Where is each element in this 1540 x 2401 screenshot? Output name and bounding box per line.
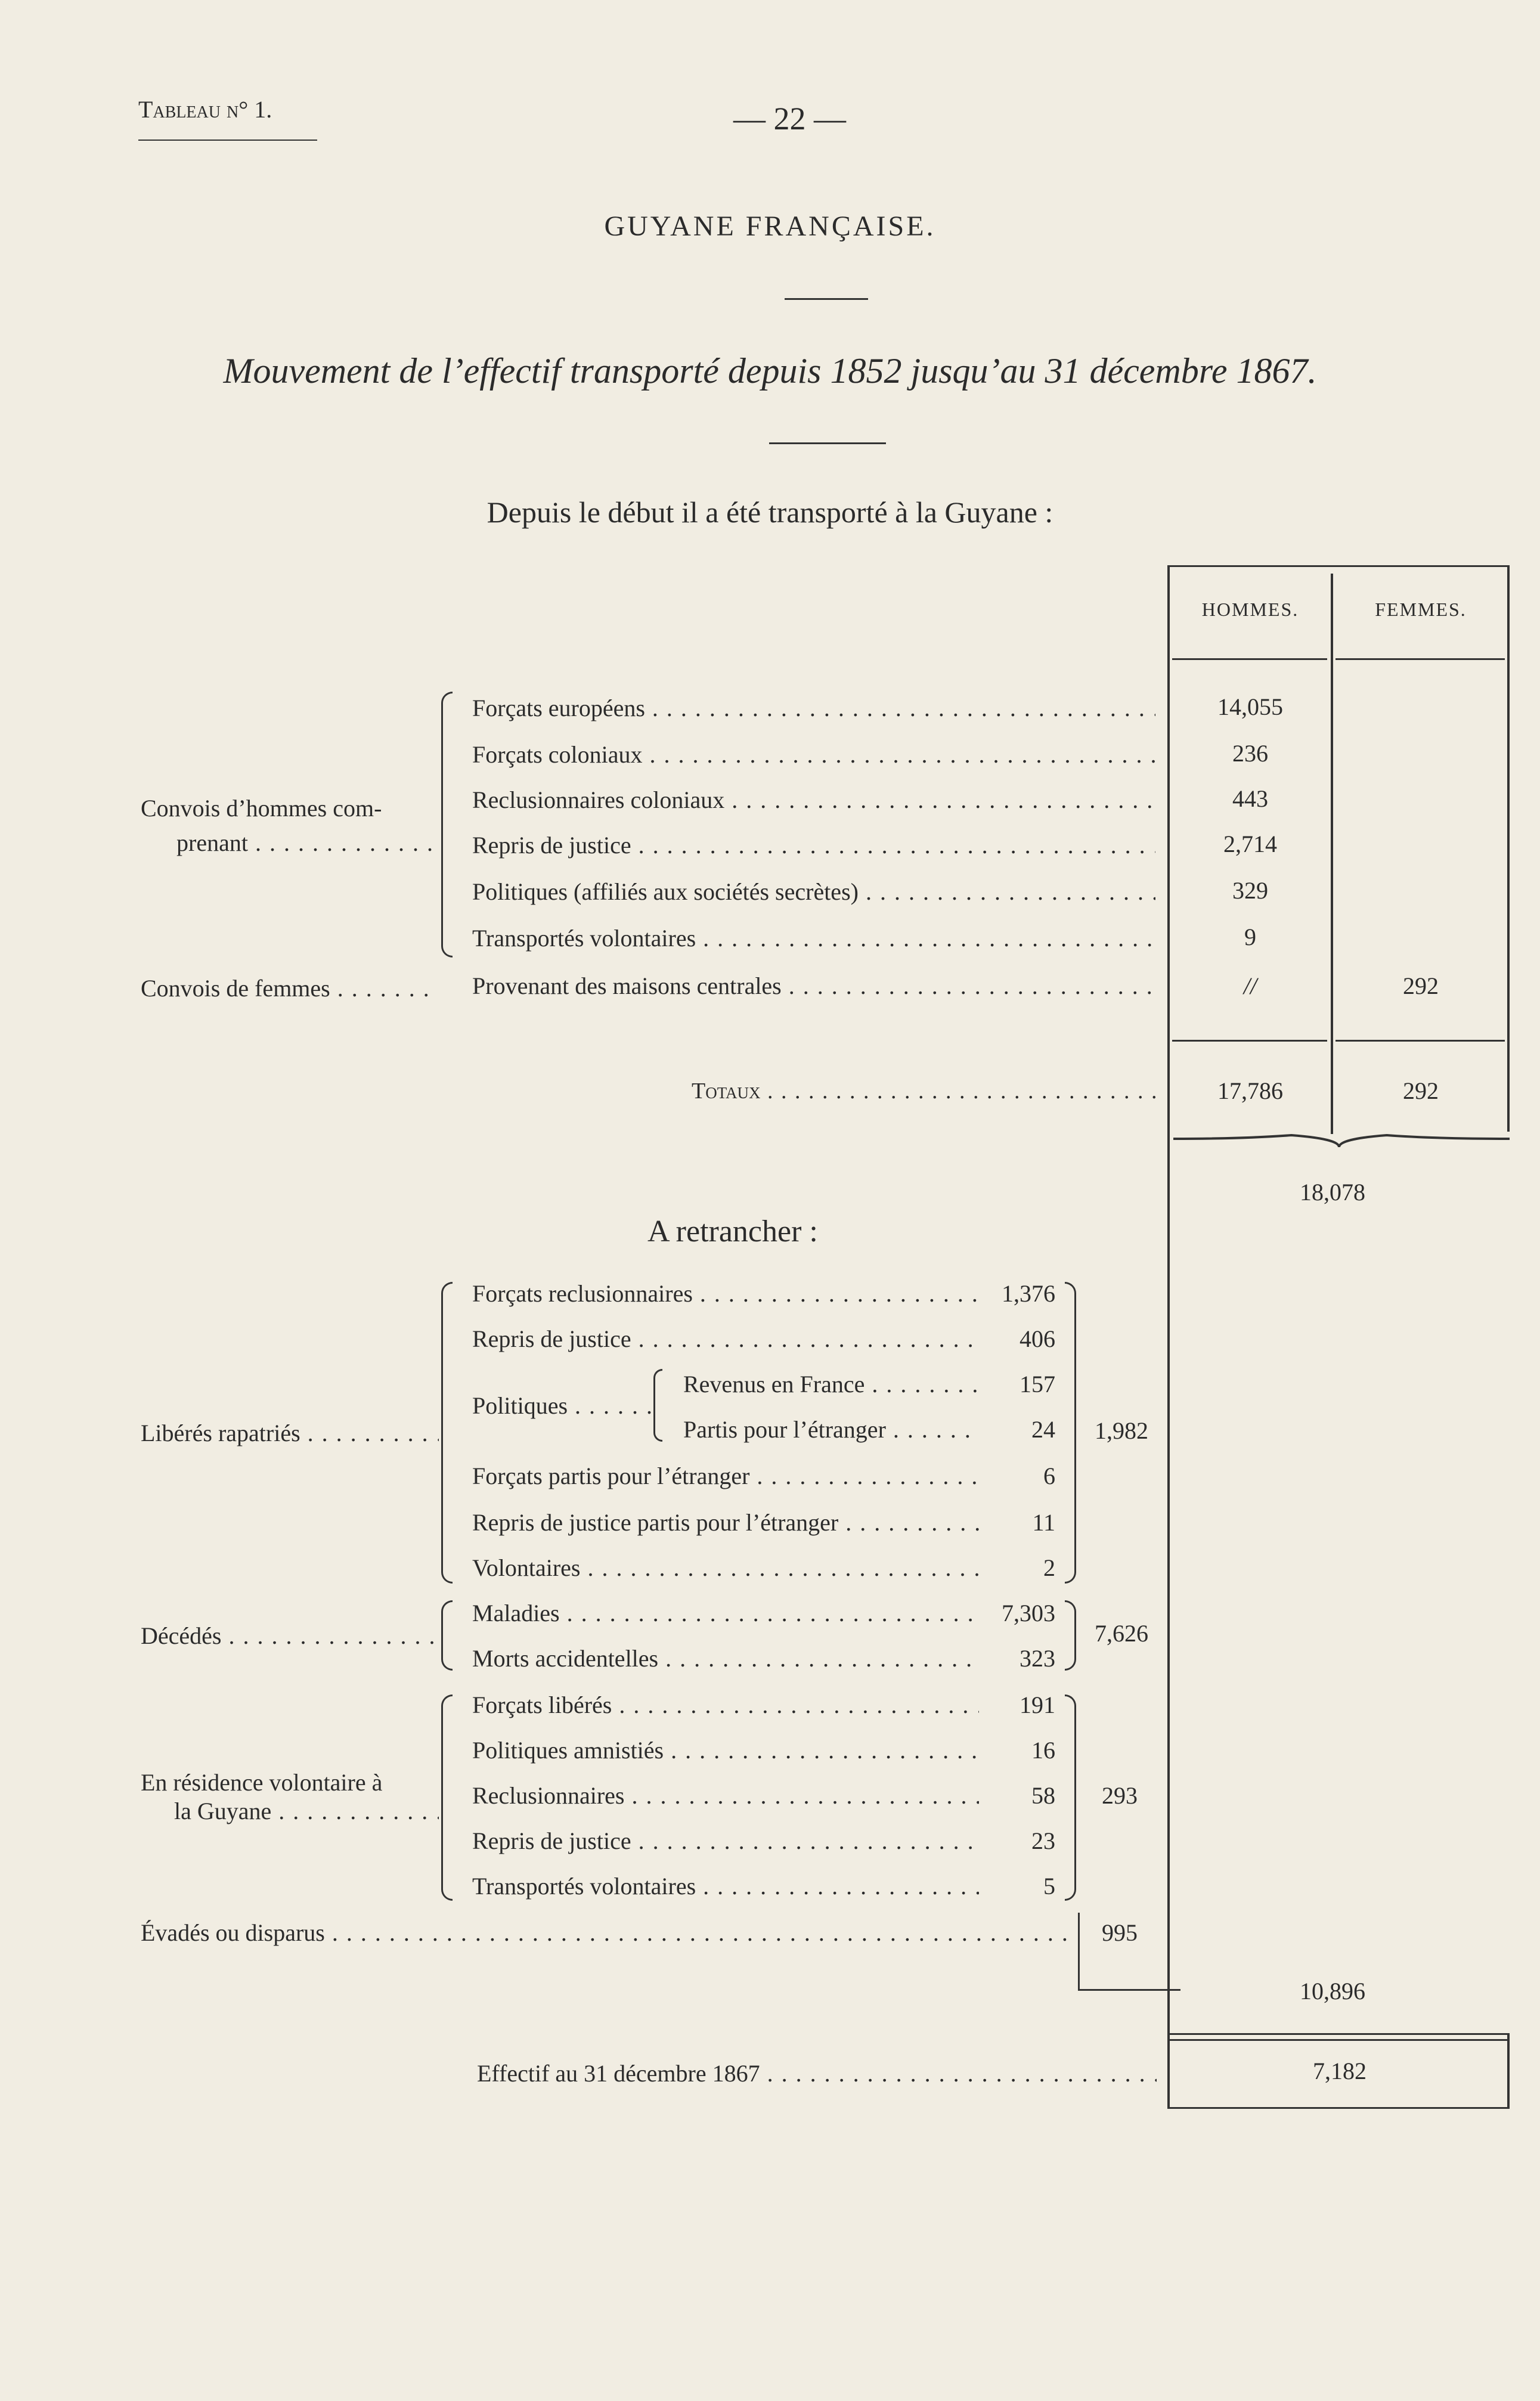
totaux-femmes: 292	[1403, 1077, 1439, 1104]
effectif-right-border	[1507, 2033, 1510, 2108]
evades-value: 995	[1102, 1919, 1138, 1946]
row-value-hommes: 9	[1244, 924, 1256, 950]
totaux-rule-femmes	[1336, 1040, 1505, 1042]
residence-row-value: 191	[1020, 1691, 1055, 1718]
liberes-row-value: 157	[1020, 1371, 1055, 1398]
residence-row-value: 5	[1043, 1873, 1055, 1900]
liberes-row-value: 6	[1043, 1463, 1055, 1489]
liberes-subtotal: 1,982	[1095, 1417, 1148, 1444]
residence-left-brace	[441, 1694, 453, 1901]
header-rule-hommes	[1172, 658, 1327, 660]
row-value-femmes: 292	[1403, 972, 1439, 999]
effectif-label: Effectif au 31 décembre 1867 . . .	[477, 2059, 1157, 2087]
effectif-bottom-rule	[1167, 2107, 1510, 2109]
column-divider	[1331, 574, 1333, 1134]
liberes-row-label: Forçats partis pour l’étranger . . .	[472, 1462, 979, 1490]
row-value-hommes: 443	[1232, 785, 1268, 812]
liberes-row-value: 24	[1031, 1416, 1055, 1443]
column-header-femmes: FEMMES.	[1375, 599, 1467, 620]
decedes-subtotal: 7,626	[1095, 1620, 1148, 1647]
liberes-row-label: Repris de justice . . .	[472, 1325, 979, 1353]
table-right-border	[1507, 565, 1510, 1132]
residence-row-value: 58	[1031, 1782, 1055, 1809]
row-value-hommes: 14,055	[1217, 693, 1283, 720]
effectif-top-rule	[1167, 2033, 1510, 2035]
residence-label: En résidence volontaire à	[141, 1769, 383, 1796]
row-label: Provenant des maisons centrales . . .	[472, 972, 1155, 1000]
residence-row-label: Politiques amnistiés . . .	[472, 1736, 979, 1764]
title-rule	[785, 298, 868, 300]
convois-hommes-label-2: prenant . . .	[176, 829, 436, 857]
convois-hommes-label: Convois d’hommes com-	[141, 795, 382, 822]
liberes-row-label: Volontaires . . .	[472, 1554, 979, 1582]
residence-row-label: Repris de justice . . .	[472, 1827, 979, 1855]
subtotals-rule	[1078, 1989, 1180, 1991]
convois-hommes-brace	[441, 692, 453, 958]
effectif-value: 7,182	[1313, 2058, 1367, 2084]
liberes-row-value: 406	[1020, 1325, 1055, 1352]
table-top-border	[1167, 565, 1510, 567]
liberes-row-label: Repris de justice partis pour l’étranger . . .	[472, 1508, 979, 1536]
decedes-left-brace	[441, 1600, 453, 1671]
column-header-hommes: HOMMES.	[1201, 599, 1299, 620]
table-left-border	[1167, 565, 1170, 2108]
decedes-row-label: Morts accidentelles . . .	[472, 1644, 979, 1672]
politiques-label: Politiques . . .	[472, 1392, 651, 1420]
totaux-label: Totaux . . .	[692, 1078, 1155, 1104]
effectif-top-rule-2	[1167, 2039, 1510, 2041]
row-label: Forçats coloniaux . . .	[472, 741, 1155, 769]
decedes-label: Décédés . . .	[141, 1622, 439, 1650]
intro-text: Depuis le début il a été transporté à la Guyane :	[487, 495, 1053, 529]
residence-row-value: 23	[1031, 1827, 1055, 1854]
retrancher-total: 10,896	[1300, 1978, 1365, 2005]
page-number: — 22 —	[733, 101, 846, 137]
row-label: Transportés volontaires . . .	[472, 924, 1155, 952]
territory-title: GUYANE FRANÇAISE.	[604, 210, 936, 242]
evades-label: Évadés ou disparus . . .	[141, 1919, 1071, 1947]
residence-row-value: 16	[1031, 1737, 1055, 1764]
liberes-label: Libérés rapatriés . . .	[141, 1419, 439, 1447]
decedes-row-value: 7,303	[1002, 1600, 1055, 1627]
decedes-row-label: Maladies . . .	[472, 1599, 979, 1627]
totaux-hommes: 17,786	[1217, 1077, 1283, 1104]
row-label: Reclusionnaires coloniaux . . .	[472, 786, 1155, 814]
decedes-row-value: 323	[1020, 1645, 1055, 1672]
title-rule-2	[769, 442, 886, 444]
liberes-left-brace	[441, 1282, 453, 1584]
convois-femmes-label: Convois de femmes . . .	[141, 974, 439, 1002]
residence-row-label: Reclusionnaires . . .	[472, 1782, 979, 1810]
grand-total: 18,078	[1300, 1179, 1365, 1206]
row-value-hommes: 2,714	[1223, 831, 1277, 857]
politiques-brace	[653, 1369, 662, 1442]
residence-row-label: Forçats libérés . . .	[472, 1691, 979, 1719]
row-value-hommes: //	[1243, 972, 1257, 999]
evades-bracket	[1078, 1913, 1080, 1990]
residence-right-brace	[1065, 1694, 1076, 1901]
tableau-underline	[138, 140, 317, 141]
row-value-hommes: 236	[1232, 740, 1268, 767]
row-value-hommes: 329	[1232, 877, 1268, 904]
a-retrancher-heading: A retrancher :	[647, 1215, 818, 1248]
totaux-brace	[1172, 1130, 1512, 1154]
header-rule-femmes	[1336, 658, 1505, 660]
decedes-right-brace	[1065, 1600, 1076, 1671]
liberes-right-brace	[1065, 1282, 1076, 1584]
row-label: Repris de justice . . .	[472, 831, 1155, 859]
row-label: Politiques (affiliés aux sociétés secrètes) . . .	[472, 878, 1155, 906]
liberes-row-label: Partis pour l’étranger . . .	[683, 1415, 979, 1443]
liberes-row-label: Forçats reclusionnaires . . .	[472, 1279, 979, 1308]
liberes-row-label: Revenus en France . . .	[683, 1370, 979, 1398]
liberes-row-value: 2	[1043, 1554, 1055, 1581]
liberes-row-value: 1,376	[1002, 1280, 1055, 1307]
residence-subtotal: 293	[1102, 1782, 1138, 1809]
liberes-row-value: 11	[1032, 1509, 1055, 1536]
totaux-rule-hommes	[1172, 1040, 1327, 1042]
tableau-label: Tableau n° 1.	[138, 96, 272, 123]
document-title: Mouvement de l’effectif transporté depuis 1852 jusqu’au 31 décembre 1867.	[223, 351, 1317, 391]
row-label: Forçats européens . . .	[472, 694, 1155, 722]
residence-row-label: Transportés volontaires . . .	[472, 1872, 979, 1900]
residence-label-2: la Guyane . . .	[174, 1797, 439, 1825]
